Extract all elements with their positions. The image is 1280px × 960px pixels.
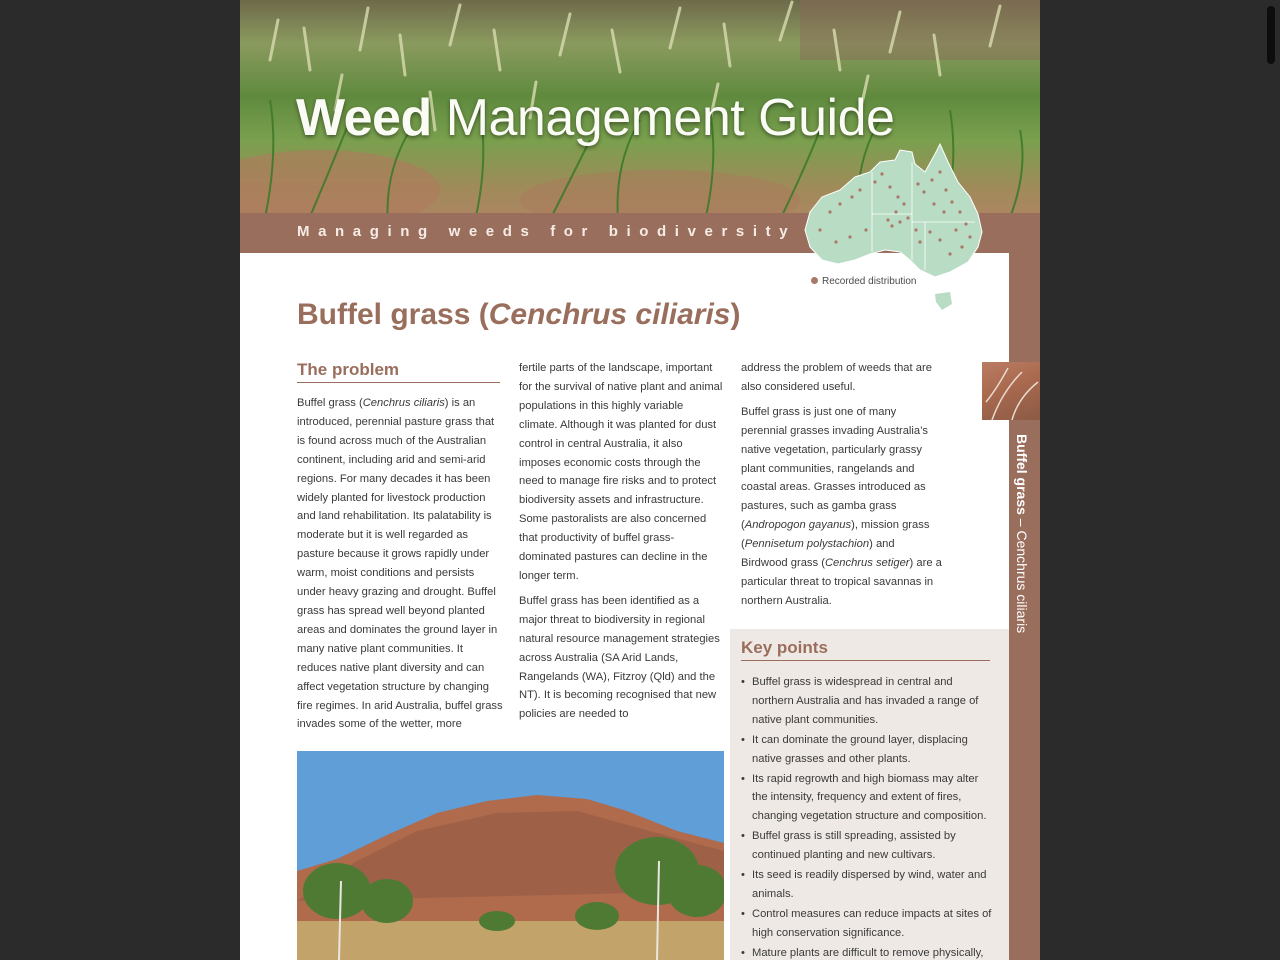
key-points-panel bbox=[730, 629, 1009, 960]
banner-title: Weed Management Guide bbox=[296, 89, 895, 147]
problem-paragraph-2: fertile parts of the landscape, important for the survival of native plant and animal populations in this highly variable climate. Although it was planted for dust control in central Australia, it also imposes economic costs through the need to manage fire risks and to protect biodiversity assets and infrastructure. Some pastoralists are also concerned that productivity of buffel grass-dominated pastures can decline in the longer term. bbox=[519, 362, 723, 582]
problem-paragraph-5: Buffel grass is just one of many perennial grasses invading Australia’s native vegetation, particularly grassy plant communities, rangelands and coastal areas. Grasses introduced as pastures, such as gamba grass (Andropogon gayanus), mission grass (Pennisetum polystachion) and Birdwood grass (Cenchrus setiger) are a particular threat to tropical savannas in northern Australia. bbox=[741, 405, 942, 607]
key-points-heading: Key points bbox=[741, 638, 990, 661]
list-item: • Buffel grass is still spreading, assisted by continued planting and new cultivars. bbox=[741, 827, 993, 865]
column-1 bbox=[297, 394, 503, 740]
grass-thumbnail-icon bbox=[982, 362, 1040, 420]
tagline: Managing weeds for biodiversity bbox=[297, 223, 797, 240]
column-2 bbox=[519, 359, 724, 730]
australia-distribution-map bbox=[800, 142, 1000, 317]
side-tab-label: Buffel grass – Cenchrus ciliaris bbox=[1014, 434, 1030, 634]
column-3 bbox=[741, 359, 944, 617]
map-legend: Recorded distribution bbox=[811, 276, 917, 287]
key-points-list bbox=[741, 673, 993, 960]
side-thumbnail bbox=[982, 362, 1040, 420]
list-item: • Buffel grass is widespread in central and northern Australia and has invaded a range of native plant communities. bbox=[741, 673, 993, 730]
list-item: • Mature plants are difficult to remove physically, bbox=[741, 944, 993, 960]
problem-paragraph-1: Buffel grass (Cenchrus ciliaris) is an introduced, perennial pasture grass that is found across much of the Australian continent, including arid and semi-arid regions. For many decades it has been widely planted for livestock production and land rehabilitation. Its palatability is moderate but it is well regarded as pasture because it grows rapidly under warm, moist conditions and persists under heavy grazing and drought. Buffel grass has spread well beyond planted areas and dominates the ground layer in many native plant communities. It reduces native plant diversity and can affect vegetation structure by changing fire regimes. In arid Australia, buffel grass invades some of the wetter, more bbox=[297, 397, 503, 731]
document-page bbox=[240, 0, 1040, 960]
list-item: • Its seed is readily dispersed by wind, water and animals. bbox=[741, 866, 993, 904]
problem-paragraph-3: Buffel grass has been identified as a major threat to biodiversity in regional natural resource management strategies across Australia (SA Arid Lands, Rangelands (WA), Fitzroy (Qld) and the NT). It is becoming recognised that new policies are needed to bbox=[519, 594, 720, 721]
landscape-illustration bbox=[297, 751, 724, 960]
list-item: • Control measures can reduce impacts at sites of high conservation significance. bbox=[741, 905, 993, 943]
scrollbar-thumb[interactable] bbox=[1267, 6, 1275, 64]
landscape-photo bbox=[297, 751, 724, 960]
problem-heading: The problem bbox=[297, 360, 500, 383]
page-title: Buffel grass (Cenchrus ciliaris) bbox=[297, 298, 741, 331]
list-item: • Its rapid regrowth and high biomass may alter the intensity, frequency and extent of fires, changing vegetation structure and composition. bbox=[741, 770, 993, 827]
problem-paragraph-4: address the problem of weeds that are also considered useful. bbox=[741, 362, 932, 393]
legend-dot-icon bbox=[811, 277, 818, 284]
list-item: • It can dominate the ground layer, displacing native grasses and other plants. bbox=[741, 731, 993, 769]
